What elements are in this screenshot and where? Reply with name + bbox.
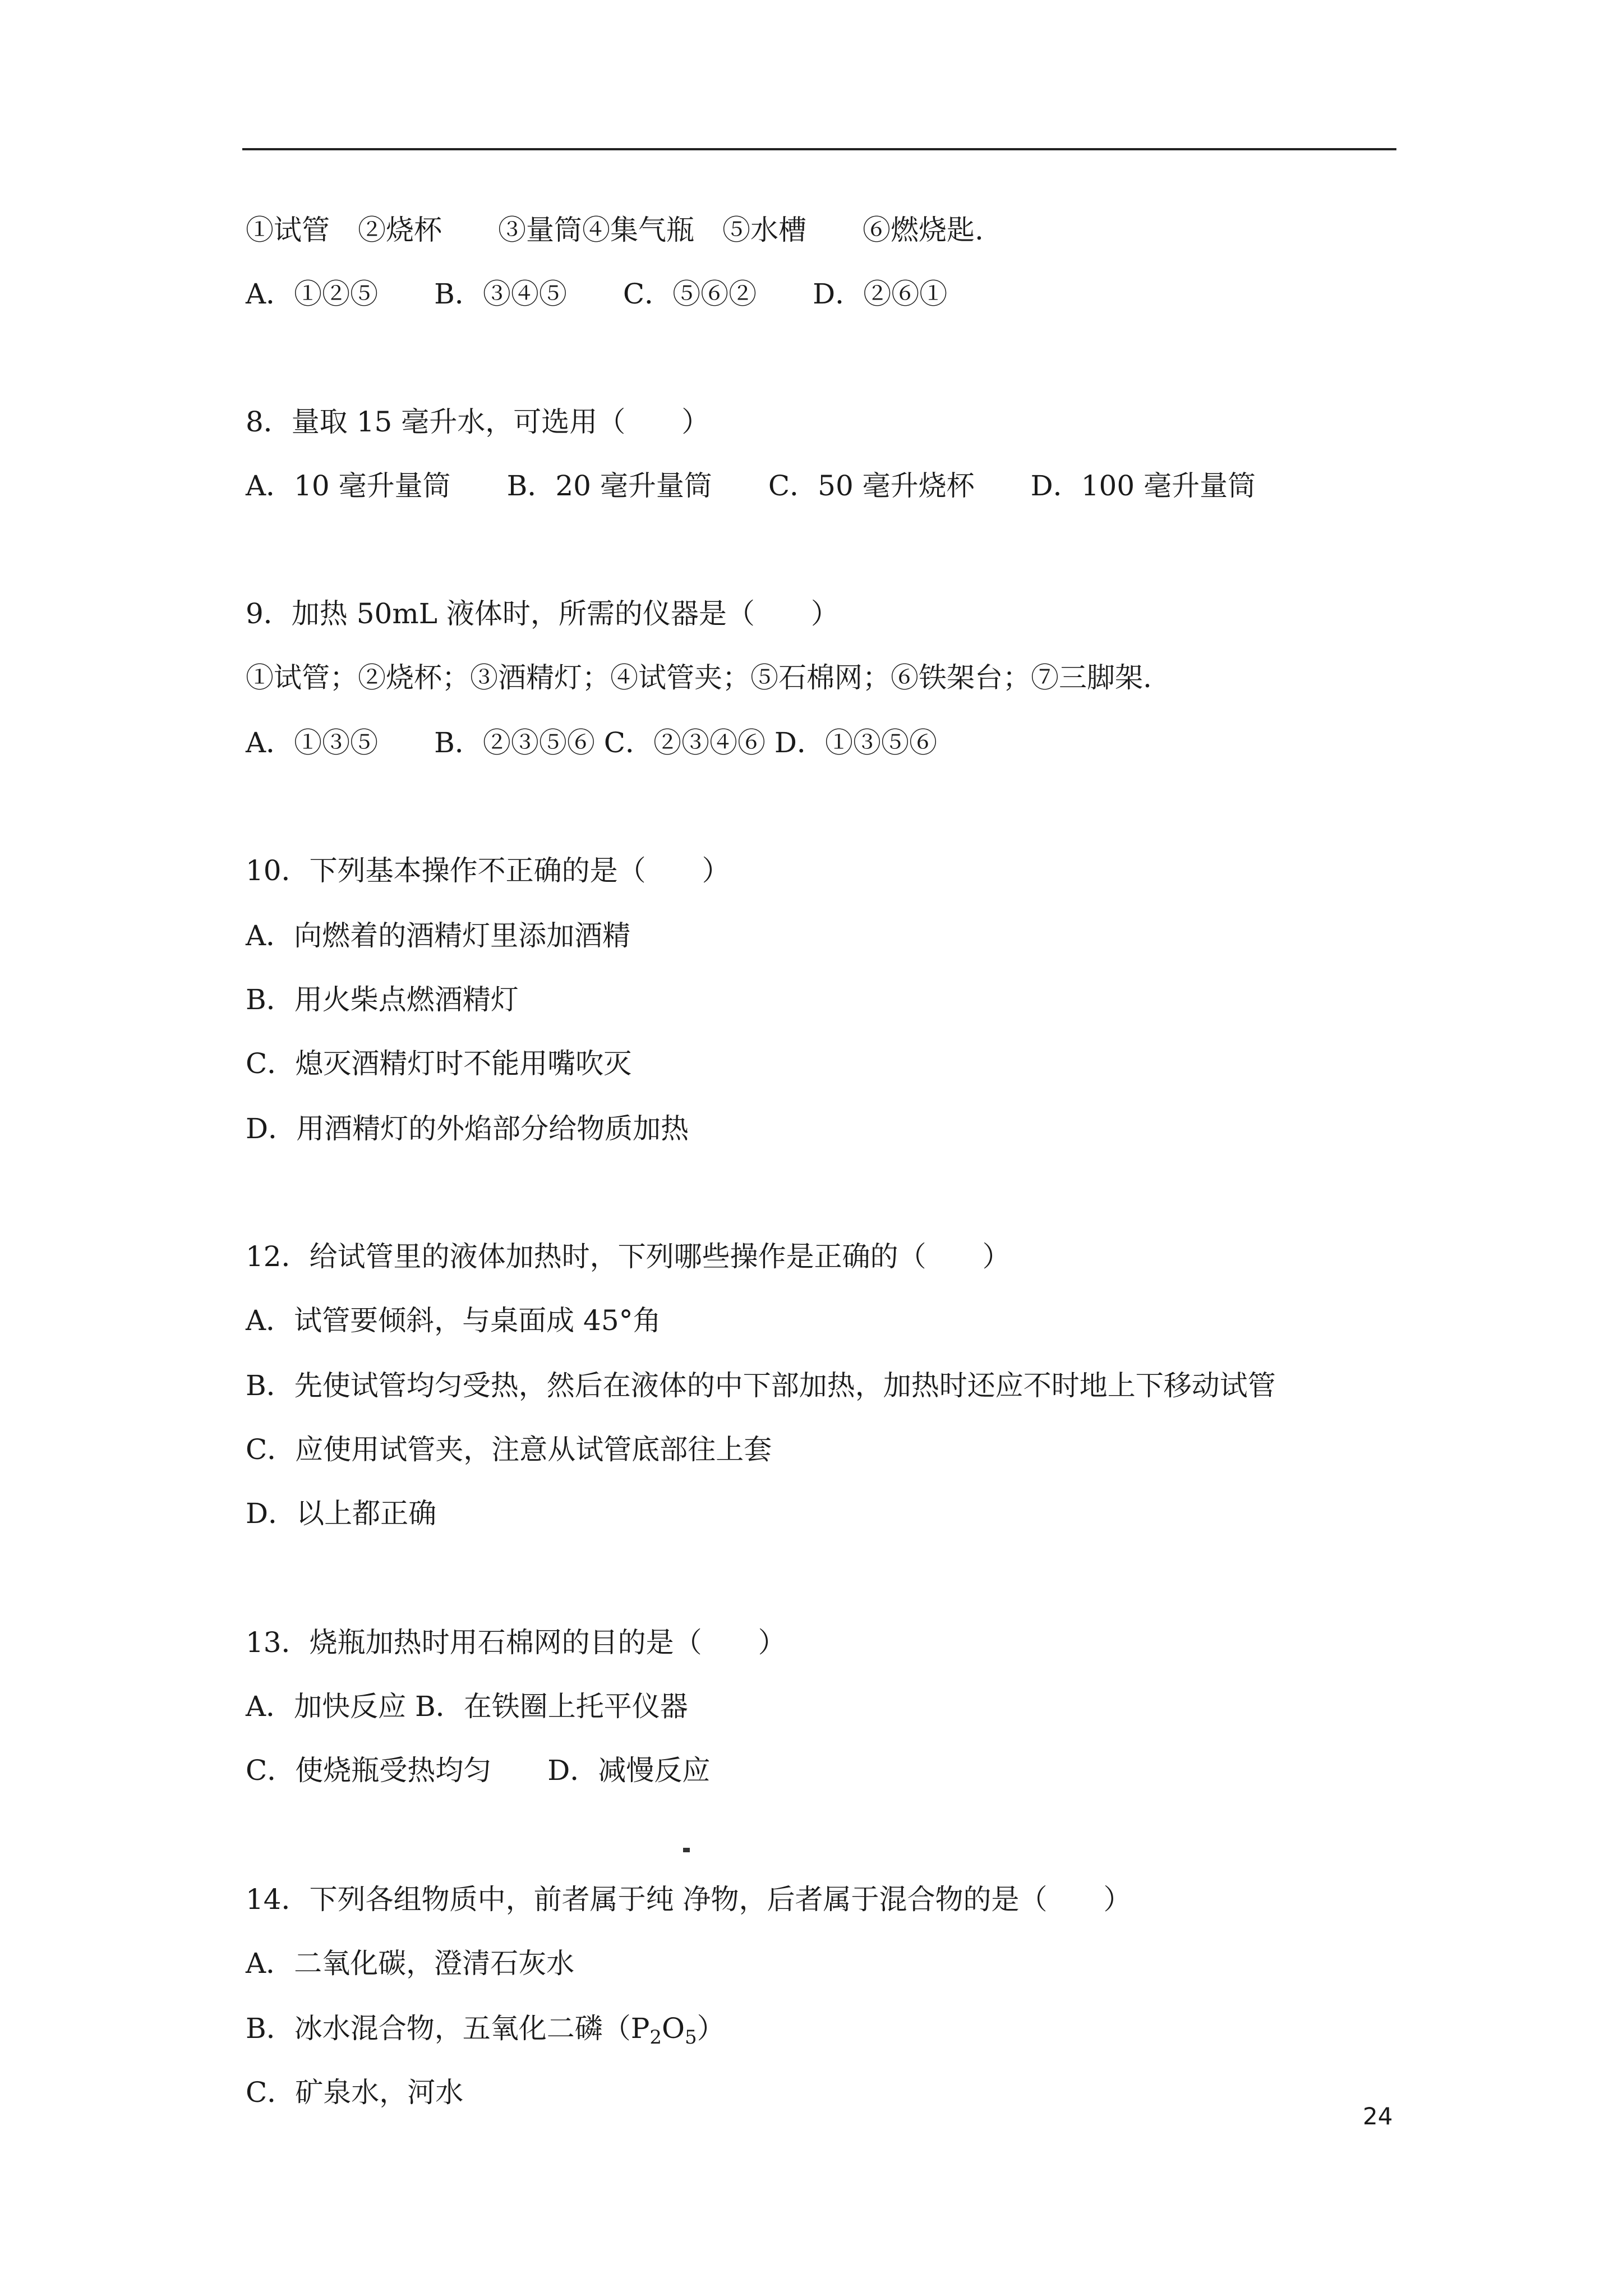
q13-question: 13．烧瓶加热时用石棉网的目的是（ ） <box>246 1626 786 1659</box>
subscript-5: 5 <box>685 2026 697 2049</box>
q12-option-b: B．先使试管均匀受热，然后在液体的中下部加热，加热时还应不时地上下移动试管 <box>246 1369 1276 1402</box>
q14-option-b <box>246 2012 725 2054</box>
q12-option-c: C．应使用试管夹，注意从试管底部往上套 <box>246 1433 772 1466</box>
page-number: 24 <box>1363 2102 1393 2130</box>
header-rule <box>242 148 1396 150</box>
q14-option-b-prefix: B．冰水混合物，五氧化二磷（P <box>246 2012 650 2045</box>
q12-option-a: A．试管要倾斜，与桌面成 45°角 <box>246 1304 661 1337</box>
q9-items: ①试管；②烧杯；③酒精灯；④试管夹；⑤石棉网；⑥铁架台；⑦三脚架. <box>246 661 1152 694</box>
q8-options: A．10 毫升量筒 B．20 毫升量筒 C．50 毫升烧杯 D．100 毫升量筒 <box>246 470 1256 502</box>
q14-option-b-suffix: ） <box>697 2012 725 2045</box>
q7-items: ①试管 ②烧杯 ③量筒④集气瓶 ⑤水槽 ⑥燃烧匙. <box>246 214 984 246</box>
q14-option-a: A．二氧化碳，澄清石灰水 <box>246 1947 575 1980</box>
q8-question: 8．量取 15 毫升水，可选用（ ） <box>246 406 710 438</box>
q14-option-b-o: O <box>662 2012 685 2045</box>
stray-mark <box>683 1848 690 1852</box>
q10-option-a: A．向燃着的酒精灯里添加酒精 <box>246 919 631 952</box>
q12-option-d: D．以上都正确 <box>246 1497 437 1530</box>
q10-option-b: B．用火柴点燃酒精灯 <box>246 983 519 1016</box>
q13-options-ab: A．加快反应 B．在铁圈上托平仪器 <box>246 1690 688 1723</box>
q9-question: 9．加热 50mL 液体时，所需的仪器是（ ） <box>246 597 839 630</box>
q13-options-cd: C．使烧瓶受热均匀 D．减慢反应 <box>246 1754 711 1787</box>
q14-option-c: C．矿泉水，河水 <box>246 2076 464 2109</box>
q10-option-d: D．用酒精灯的外焰部分给物质加热 <box>246 1112 689 1145</box>
q14-question: 14．下列各组物质中，前者属于纯 净物，后者属于混合物的是（ ） <box>246 1883 1132 1916</box>
q10-option-c: C．熄灭酒精灯时不能用嘴吹灭 <box>246 1047 632 1080</box>
q7-options: A．①②⑤ B．③④⑤ C．⑤⑥② D．②⑥① <box>246 278 948 310</box>
subscript-2: 2 <box>649 2026 662 2049</box>
q10-question: 10．下列基本操作不正确的是（ ） <box>246 854 730 887</box>
q12-question: 12．给试管里的液体加热时，下列哪些操作是正确的（ ） <box>246 1240 1011 1273</box>
q9-options: A．①③⑤ B．②③⑤⑥ C．②③④⑥ D．①③⑤⑥ <box>246 726 937 759</box>
